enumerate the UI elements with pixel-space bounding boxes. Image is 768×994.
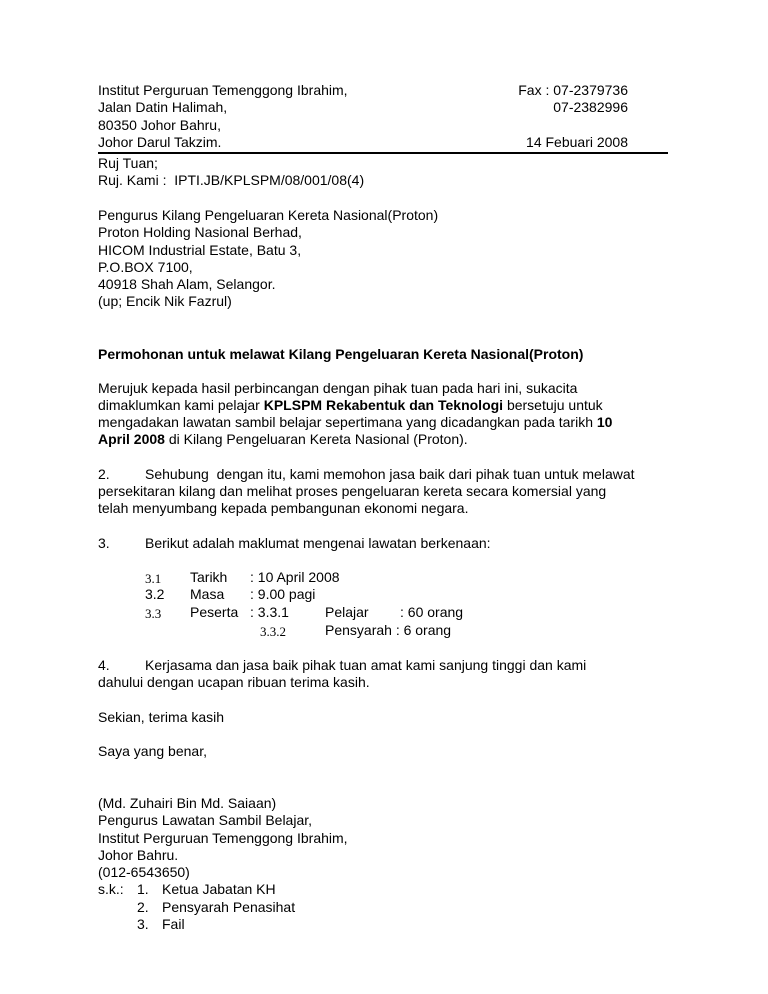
para1-line-4 [98, 431, 468, 448]
header-divider [98, 152, 668, 154]
recipient-line-4: P.O.BOX 7100, [98, 259, 193, 275]
signatory-phone: (012-6543650) [98, 864, 190, 880]
para1-text: bersetuju untuk [503, 397, 603, 413]
detail-number-1: 3.1 [145, 571, 162, 586]
cc-item-1: Ketua Jabatan KH [162, 881, 276, 897]
detail-sub-pensyarah: Pensyarah : 6 orang [325, 622, 452, 638]
cc-item-1-number: 1. [137, 881, 149, 897]
para4-number: 4. [98, 657, 110, 673]
para1-line-1: Merujuk kepada hasil perbincangan dengan pihak tuan pada hari ini, sukacita [98, 380, 578, 396]
sender-line-3: 80350 Johor Bahru, [98, 117, 221, 133]
closing-sekian: Sekian, terima kasih [98, 709, 225, 725]
para1-text: di Kilang Pengeluaran Kereta Nasional (Proton). [164, 431, 468, 447]
sender-line-1: Institut Perguruan Temenggong Ibrahim, [98, 82, 348, 98]
cc-item-2-number: 2. [137, 899, 149, 915]
para3-line-1: Berikut adalah maklumat mengenai lawatan berkenaan: [145, 535, 491, 551]
signatory-title: Pengurus Lawatan Sambil Belajar, [98, 812, 313, 828]
para1-text: dimaklumkan kami pelajar [98, 397, 264, 413]
para1-text: mengadakan lawatan sambil belajar sepertimana yang dicadangkan pada tarikh [98, 414, 597, 430]
cc-item-2: Pensyarah Penasihat [162, 899, 296, 915]
visit-date-bold: 10 [596, 414, 613, 430]
para1-line-3 [98, 414, 612, 431]
ref-tuan: Ruj Tuan; [98, 155, 158, 171]
recipient-line-2: Proton Holding Nasional Berhad, [98, 224, 302, 240]
cc-item-3: Fail [162, 916, 185, 932]
signatory-city: Johor Bahru. [98, 847, 179, 863]
programme-name: KPLSPM Rekabentuk dan Teknologi [263, 397, 504, 413]
para4-line-1: Kerjasama dan jasa baik pihak tuan amat kami sanjung tinggi dan kami [145, 657, 587, 673]
recipient-line-5: 40918 Shah Alam, Selangor. [98, 276, 276, 292]
cc-label: s.k.: [98, 881, 124, 897]
detail-key-tarikh: Tarikh [190, 569, 228, 585]
detail-value-masa: : 9.00 pagi [250, 586, 316, 602]
fax-line-1: Fax : 07-2379736 [518, 82, 628, 98]
signatory-name: (Md. Zuhairi Bin Md. Saiaan) [98, 795, 277, 811]
sender-line-4: Johor Darul Takzim. [98, 134, 222, 150]
detail-value-tarikh: : 10 April 2008 [250, 569, 340, 585]
para2-line-1: Sehubung dengan itu, kami memohon jasa baik dari pihak tuan untuk melawat [145, 466, 635, 482]
letter-date: 14 Febuari 2008 [526, 134, 628, 150]
detail-sub-key-pelajar: Pelajar [325, 604, 369, 620]
recipient-line-3: HICOM Industrial Estate, Batu 3, [98, 242, 302, 258]
sender-line-2: Jalan Datin Halimah, [98, 99, 228, 115]
cc-item-3-number: 3. [137, 916, 149, 932]
detail-sub-value-pelajar: : 60 orang [400, 604, 464, 620]
para2-line-2: persekitaran kilang dan melihat proses pengeluaran kereta secara komersial yang [98, 483, 607, 499]
para2-line-3: telah menyumbang kepada pembangunan ekonomi negara. [98, 500, 469, 516]
detail-number-3: 3.3 [145, 606, 162, 621]
para1-line-2 [98, 397, 603, 414]
detail-value-peserta: : 3.3.1 [250, 604, 289, 620]
letter-subject: Permohonan untuk melawat Kilang Pengeluaran Kereta Nasional(Proton) [98, 346, 584, 362]
recipient-line-1: Pengurus Kilang Pengeluaran Kereta Nasional(Proton) [98, 207, 439, 223]
para2-number: 2. [98, 466, 110, 482]
detail-number-2: 3.2 [145, 586, 165, 602]
closing-saya: Saya yang benar, [98, 743, 207, 759]
signatory-institution: Institut Perguruan Temenggong Ibrahim, [98, 830, 348, 846]
visit-date-bold: April 2008 [98, 431, 165, 447]
detail-sub-number-2: 3.3.2 [260, 624, 286, 639]
detail-key-peserta: Peserta [190, 604, 239, 620]
fax-line-2: 07-2382996 [553, 99, 628, 115]
ref-kami: Ruj. Kami : IPTI.JB/KPLSPM/08/001/08(4) [98, 172, 365, 188]
recipient-line-6: (up; Encik Nik Fazrul) [98, 293, 232, 309]
para3-number: 3. [98, 535, 110, 551]
para4-line-2: dahului dengan ucapan ribuan terima kasih. [98, 674, 370, 690]
detail-key-masa: Masa [190, 586, 225, 602]
